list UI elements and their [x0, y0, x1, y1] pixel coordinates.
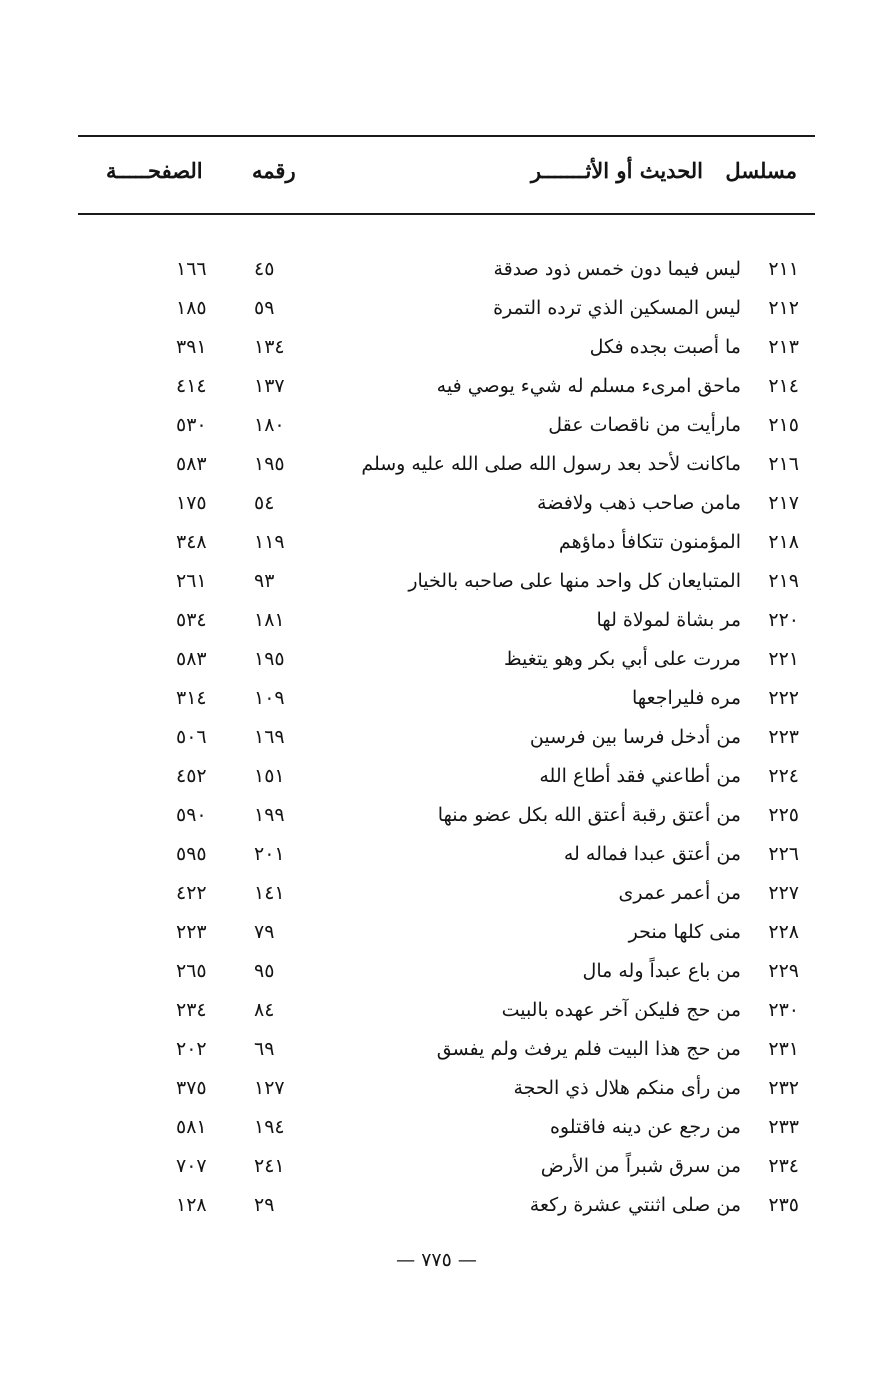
serial-number: ٢٣١ [768, 1038, 799, 1060]
hadith-text: من صلى اثنتي عشرة ركعة [529, 1194, 741, 1216]
table-row [78, 367, 815, 406]
serial-number: ٢٣٣ [768, 1116, 799, 1138]
table-row [78, 250, 815, 289]
page-ref: ٣٧٥ [176, 1077, 207, 1099]
hadith-number: ١٩٥ [254, 453, 285, 475]
table-row [78, 1147, 815, 1186]
hadith-text: المتبايعان كل واحد منها على صاحبه بالخيار [408, 570, 741, 592]
hadith-number: ١٠٩ [254, 687, 285, 709]
table-row [78, 874, 815, 913]
hadith-number: ٤٥ [254, 258, 275, 280]
table-row [78, 289, 815, 328]
header-page-label: الصفحـــــة [106, 158, 203, 183]
serial-number: ٢١٧ [768, 492, 799, 514]
page-ref: ٤٢٢ [176, 882, 207, 904]
hadith-number: ٩٥ [254, 960, 275, 982]
hadith-number: ١٣٧ [254, 375, 285, 397]
hadith-number: ١٥١ [254, 765, 285, 787]
serial-number: ٢١١ [768, 258, 799, 280]
page-ref: ٧٠٧ [176, 1155, 207, 1177]
page-ref: ٥٣٠ [176, 414, 207, 436]
hadith-text: مره فليراجعها [632, 687, 741, 709]
hadith-number: ٩٣ [254, 570, 275, 592]
table-row [78, 1186, 815, 1225]
hadith-number: ٦٩ [254, 1038, 275, 1060]
hadith-number: ٧٩ [254, 921, 275, 943]
hadith-number: ٨٤ [254, 999, 275, 1021]
table-row [78, 601, 815, 640]
serial-number: ٢٢٢ [768, 687, 799, 709]
table-row [78, 796, 815, 835]
hadith-number: ٥٩ [254, 297, 275, 319]
table-row [78, 523, 815, 562]
header-bottom-rule [78, 213, 815, 215]
table-row [78, 1069, 815, 1108]
page-ref: ٤١٤ [176, 375, 207, 397]
hadith-text: مر بشاة لمولاة لها [596, 609, 741, 631]
hadith-text: من أعمر عمرى [618, 882, 741, 904]
index-table-body [78, 250, 815, 1225]
table-row [78, 445, 815, 484]
hadith-number: ١١٩ [254, 531, 285, 553]
table-row [78, 562, 815, 601]
hadith-text: من أطاعني فقد أطاع الله [539, 765, 741, 787]
page-ref: ٥٩٠ [176, 804, 207, 826]
table-row [78, 1108, 815, 1147]
hadith-number: ١٩٥ [254, 648, 285, 670]
serial-number: ٢١٨ [768, 531, 799, 553]
header-text-label: الحديث أو الأثـــــــر [530, 158, 703, 183]
table-row [78, 835, 815, 874]
page-ref: ٣٩١ [176, 336, 207, 358]
hadith-text: ليس فيما دون خمس ذود صدقة [493, 258, 741, 280]
table-row [78, 406, 815, 445]
page-ref: ٣١٤ [176, 687, 207, 709]
serial-number: ٢١٢ [768, 297, 799, 319]
hadith-text: مارأيت من ناقصات عقل [548, 414, 741, 436]
hadith-number: ١٢٧ [254, 1077, 285, 1099]
hadith-text: ماحق امرىء مسلم له شيء يوصي فيه [436, 375, 741, 397]
hadith-text: من باع عبداً وله مال [582, 960, 741, 982]
page-number: — ٧٧٥ — [396, 1249, 477, 1271]
header-serial-label: مسلسل [725, 158, 797, 183]
serial-number: ٢١٦ [768, 453, 799, 475]
serial-number: ٢١٤ [768, 375, 799, 397]
hadith-number: ١٨٠ [254, 414, 285, 436]
hadith-number: ١٨١ [254, 609, 285, 631]
page-ref: ٥٨١ [176, 1116, 207, 1138]
serial-number: ٢٢٦ [768, 843, 799, 865]
hadith-text: مررت على أبي بكر وهو يتغيظ [503, 648, 741, 670]
page-ref: ١٢٨ [176, 1194, 207, 1216]
table-row [78, 484, 815, 523]
serial-number: ٢٢١ [768, 648, 799, 670]
page-ref: ٥٨٣ [176, 453, 207, 475]
hadith-number: ١٩٤ [254, 1116, 285, 1138]
hadith-text: من أعتق رقبة أعتق الله بكل عضو منها [437, 804, 741, 826]
table-row [78, 757, 815, 796]
serial-number: ٢٣٥ [768, 1194, 799, 1216]
hadith-text: من سرق شبراً من الأرض [540, 1155, 741, 1177]
page-ref: ٤٥٢ [176, 765, 207, 787]
serial-number: ٢٢٩ [768, 960, 799, 982]
hadith-text: ليس المسكين الذي ترده التمرة [493, 297, 741, 319]
hadith-text: من أدخل فرسا بين فرسين [529, 726, 741, 748]
page-ref: ١٧٥ [176, 492, 207, 514]
hadith-text: من رجع عن دينه فاقتلوه [549, 1116, 741, 1138]
hadith-text: مامن صاحب ذهب ولافضة [537, 492, 741, 514]
table-row [78, 328, 815, 367]
table-row [78, 913, 815, 952]
table-row [78, 640, 815, 679]
page-ref: ١٦٦ [176, 258, 207, 280]
table-row [78, 679, 815, 718]
page-ref: ٥٩٥ [176, 843, 207, 865]
page-ref: ١٨٥ [176, 297, 207, 319]
hadith-text: المؤمنون تتكافأ دماؤهم [558, 531, 741, 553]
hadith-text: ما أصبت بجده فكل [589, 336, 741, 358]
page-ref: ٢٦٥ [176, 960, 207, 982]
hadith-text: من حج فليكن آخر عهده بالبيت [501, 999, 741, 1021]
hadith-text: من حج هذا البيت فلم يرفث ولم يفسق [436, 1038, 741, 1060]
table-row [78, 1030, 815, 1069]
header-top-rule [78, 135, 815, 137]
serial-number: ٢١٥ [768, 414, 799, 436]
serial-number: ٢٣٢ [768, 1077, 799, 1099]
table-row [78, 952, 815, 991]
serial-number: ٢٣٤ [768, 1155, 799, 1177]
serial-number: ٢٢٧ [768, 882, 799, 904]
serial-number: ٢٣٠ [768, 999, 799, 1021]
table-row [78, 991, 815, 1030]
page-ref: ٢٢٣ [176, 921, 207, 943]
table-row [78, 718, 815, 757]
serial-number: ٢٢٨ [768, 921, 799, 943]
hadith-text: ماكانت لأحد بعد رسول الله صلى الله عليه وسلم [361, 453, 741, 475]
serial-number: ٢١٣ [768, 336, 799, 358]
hadith-number: ٢٤١ [254, 1155, 285, 1177]
serial-number: ٢٢٠ [768, 609, 799, 631]
hadith-number: ٢٩ [254, 1194, 275, 1216]
serial-number: ٢٢٣ [768, 726, 799, 748]
hadith-number: ١٤١ [254, 882, 285, 904]
table-header [78, 140, 815, 210]
serial-number: ٢٢٥ [768, 804, 799, 826]
hadith-text: منى كلها منحر [628, 921, 741, 943]
page-ref: ٢٠٢ [176, 1038, 207, 1060]
header-number-label: رقمه [252, 158, 296, 183]
hadith-number: ٥٤ [254, 492, 275, 514]
page-ref: ٥٠٦ [176, 726, 207, 748]
hadith-number: ١٣٤ [254, 336, 285, 358]
hadith-number: ١٦٩ [254, 726, 285, 748]
page-ref: ٣٤٨ [176, 531, 207, 553]
hadith-text: من رأى منكم هلال ذي الحجة [513, 1077, 741, 1099]
page-ref: ٢٦١ [176, 570, 207, 592]
hadith-number: ٢٠١ [254, 843, 285, 865]
serial-number: ٢٢٤ [768, 765, 799, 787]
page-ref: ٥٣٤ [176, 609, 207, 631]
page-ref: ٢٣٤ [176, 999, 207, 1021]
hadith-number: ١٩٩ [254, 804, 285, 826]
page-ref: ٥٨٣ [176, 648, 207, 670]
serial-number: ٢١٩ [768, 570, 799, 592]
hadith-text: من أعتق عبدا فماله له [563, 843, 741, 865]
